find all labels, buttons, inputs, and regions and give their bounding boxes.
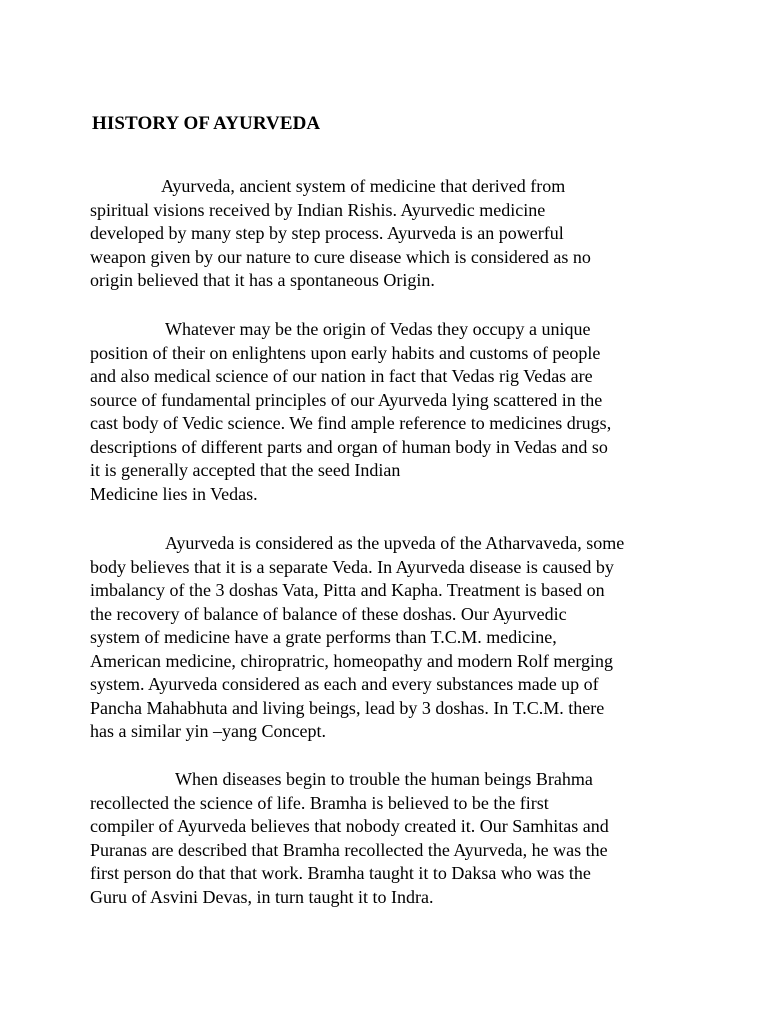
paragraph-line: it is generally accepted that the seed Indian	[90, 460, 401, 480]
paragraph-line: When diseases begin to trouble the human beings Brahma	[175, 769, 593, 789]
paragraph-line: position of their on enlightens upon early habits and customs of people	[90, 342, 601, 363]
paragraph-line: cast body of Vedic science. We find ample reference to medicines drugs,	[90, 413, 612, 433]
paragraph-line: weapon given by our nature to cure disease which is considered as no	[90, 246, 591, 267]
paragraph-2	[90, 318, 690, 506]
paragraph-line: compiler of Ayurveda believes that nobody created it. Our Samhitas and	[90, 816, 609, 836]
paragraph-line: first person do that that work. Bramha taught it to Daksa who was the	[90, 863, 591, 883]
paragraph-line: descriptions of different parts and organ of human body in Vedas and so	[90, 436, 608, 457]
paragraph-line: origin believed that it has a spontaneous Origin.	[90, 270, 435, 290]
paragraph-1	[90, 175, 690, 293]
paragraph-4	[90, 768, 690, 909]
paragraph-line: Ayurveda is considered as the upveda of the Atharvaveda, some	[165, 533, 625, 553]
paragraph-line: Whatever may be the origin of Vedas they occupy a unique	[165, 319, 591, 339]
paragraph-3	[90, 532, 690, 744]
paragraph-line: has a similar yin –yang Concept.	[90, 721, 326, 741]
paragraph-line: Puranas are described that Bramha recollected the Ayurveda, he was the	[90, 839, 608, 860]
paragraph-line: imbalancy of the 3 doshas Vata, Pitta and Kapha. Treatment is based on	[90, 580, 605, 600]
paragraph-line: recollected the science of life. Bramha is believed to be the first	[90, 792, 549, 813]
paragraph-line: body believes that it is a separate Veda. In Ayurveda disease is caused by	[90, 556, 614, 577]
paragraph-line: and also medical science of our nation in fact that Vedas rig Vedas are	[90, 366, 593, 386]
paragraph-line: source of fundamental principles of our Ayurveda lying scattered in the	[90, 389, 603, 410]
paragraph-line: spiritual visions received by Indian Rishis. Ayurvedic medicine	[90, 199, 546, 220]
document-title: HISTORY OF AYURVEDA	[92, 113, 321, 134]
paragraph-line: Ayurveda, ancient system of medicine that derived from	[161, 176, 566, 196]
paragraph-line: developed by many step by step process. Ayurveda is an powerful	[90, 223, 564, 243]
paragraph-line: Pancha Mahabhuta and living beings, lead by 3 doshas. In T.C.M. there	[90, 697, 605, 718]
paragraph-line: system of medicine have a grate performs than T.C.M. medicine,	[90, 627, 557, 647]
paragraph-line: the recovery of balance of balance of these doshas. Our Ayurvedic	[90, 603, 567, 624]
paragraph-line: Medicine lies in Vedas.	[90, 483, 258, 504]
paragraph-line: American medicine, chiropratric, homeopathy and modern Rolf merging	[90, 650, 614, 671]
paragraph-line: system. Ayurveda considered as each and every substances made up of	[90, 674, 599, 694]
paragraph-line: Guru of Asvini Devas, in turn taught it to Indra.	[90, 886, 434, 907]
